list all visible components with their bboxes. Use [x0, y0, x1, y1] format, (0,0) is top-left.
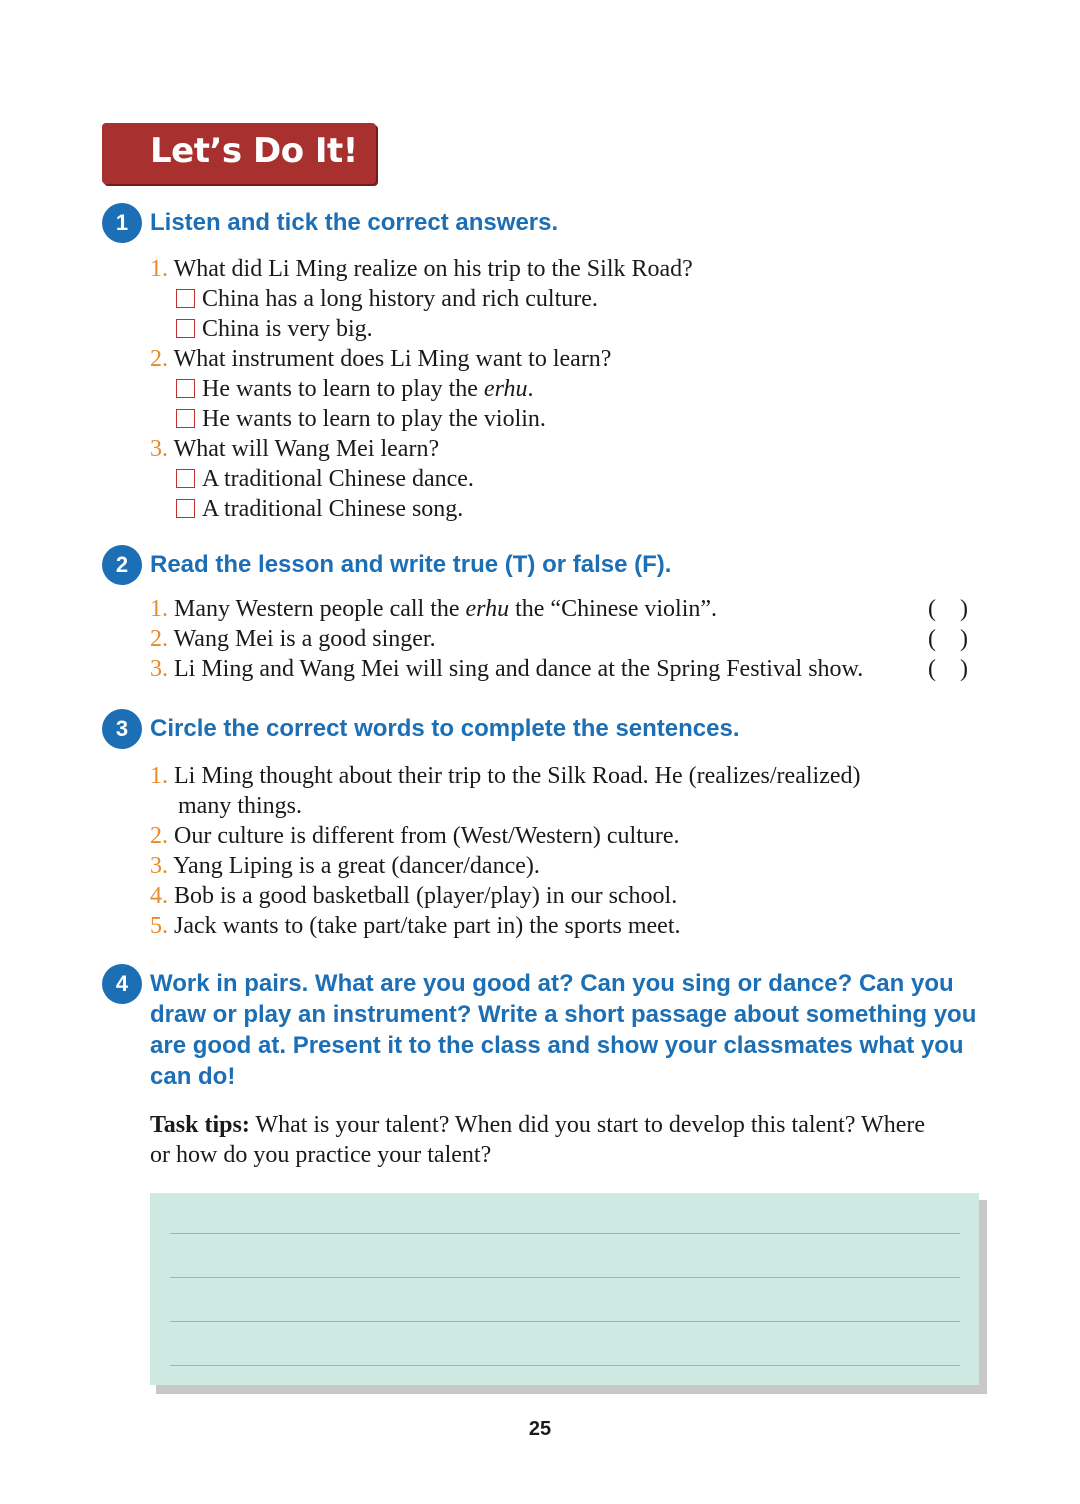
sentence-1	[150, 761, 860, 791]
statement-text: Li Ming and Wang Mei will sing and dance at the Spring Festival show.	[168, 656, 864, 682]
sentence-5	[150, 911, 681, 941]
statement-2	[150, 624, 436, 654]
option-text: A traditional Chinese song.	[202, 496, 464, 522]
sentence-number: 3.	[150, 853, 168, 879]
statement-number: 3.	[150, 656, 168, 682]
question-2	[150, 344, 611, 374]
section-number: 1	[102, 203, 142, 243]
section-heading: Circle the correct words to complete the sentences.	[150, 715, 740, 742]
sentence-3	[150, 851, 540, 881]
statement-number: 2.	[150, 626, 168, 652]
statement-1	[150, 594, 717, 624]
section-number: 3	[102, 709, 142, 749]
writing-line	[170, 1233, 960, 1234]
answer-blank[interactable]: ( )	[928, 656, 968, 682]
sentence-1-continuation: many things.	[178, 793, 302, 819]
task-tips-label: Task tips:	[150, 1112, 250, 1138]
page-number: 25	[528, 1418, 552, 1440]
question-text: What instrument does Li Ming want to learn?	[168, 346, 612, 372]
statement-text-end: the “Chinese violin”.	[509, 596, 718, 622]
section-number: 2	[102, 545, 142, 585]
question-3	[150, 434, 439, 464]
writing-line	[170, 1277, 960, 1278]
sentence-2	[150, 821, 680, 851]
option-text: He wants to learn to play the	[202, 376, 484, 402]
task-tips	[150, 1110, 950, 1170]
answer-blank[interactable]: ( )	[928, 596, 968, 622]
option[interactable]	[176, 314, 373, 344]
sentence-text: Our culture is different from (West/Western) culture.	[168, 823, 680, 849]
sentence-4	[150, 881, 677, 911]
statement-text: Wang Mei is a good singer.	[168, 626, 436, 652]
option[interactable]	[176, 404, 546, 434]
option[interactable]	[176, 494, 463, 524]
option[interactable]	[176, 374, 533, 404]
sentence-text: Li Ming thought about their trip to the Silk Road. He (realizes/realized)	[168, 763, 861, 789]
option-end: .	[527, 376, 534, 402]
question-number: 2.	[150, 346, 168, 372]
statement-number: 1.	[150, 596, 168, 622]
section-heading: Work in pairs. What are you good at? Can you sing or dance? Can you draw or play an instrument? Write a short passage about something you are good at. Present it to the class and show your classmates what you can do!	[150, 970, 977, 1090]
sentence-text: Yang Liping is a great (dancer/dance).	[168, 853, 540, 879]
option-text: China has a long history and rich culture.	[202, 286, 598, 312]
sentence-number: 1.	[150, 763, 168, 789]
sentence-number: 4.	[150, 883, 168, 909]
section-heading: Read the lesson and write true (T) or false (F).	[150, 551, 672, 578]
option-text: China is very big.	[202, 316, 373, 342]
answer-blank[interactable]: ( )	[928, 626, 968, 652]
tick-box[interactable]	[176, 319, 195, 338]
option-text: A traditional Chinese dance.	[202, 466, 474, 492]
question-text: What will Wang Mei learn?	[168, 436, 440, 462]
option-text: He wants to learn to play the violin.	[202, 406, 546, 432]
question-number: 3.	[150, 436, 168, 462]
sentence-number: 5.	[150, 913, 168, 939]
question-number: 1.	[150, 256, 168, 282]
task-tips-text: What is your talent? When did you start to develop this talent? Where or how do you practice your talent?	[150, 1112, 925, 1168]
tick-box[interactable]	[176, 379, 195, 398]
section-number: 4	[102, 964, 142, 1004]
tick-box[interactable]	[176, 469, 195, 488]
sentence-text: Jack wants to (take part/take part in) the sports meet.	[168, 913, 681, 939]
tick-box[interactable]	[176, 289, 195, 308]
statement-text: Many Western people call the	[168, 596, 466, 622]
section-heading: Listen and tick the correct answers.	[150, 209, 559, 236]
banner-title: Let’s Do It!	[150, 131, 358, 171]
statement-italic: erhu	[465, 596, 510, 622]
lets-do-it-banner	[102, 123, 376, 184]
writing-box[interactable]	[150, 1193, 979, 1385]
option[interactable]	[176, 284, 598, 314]
sentence-number: 2.	[150, 823, 168, 849]
statement-3	[150, 654, 863, 684]
tick-box[interactable]	[176, 409, 195, 428]
question-1	[150, 254, 693, 284]
option[interactable]	[176, 464, 474, 494]
tick-box[interactable]	[176, 499, 195, 518]
writing-line	[170, 1365, 960, 1366]
sentence-text: Bob is a good basketball (player/play) in our school.	[168, 883, 678, 909]
writing-line	[170, 1321, 960, 1322]
option-italic: erhu	[483, 376, 528, 402]
question-text: What did Li Ming realize on his trip to the Silk Road?	[168, 256, 693, 282]
